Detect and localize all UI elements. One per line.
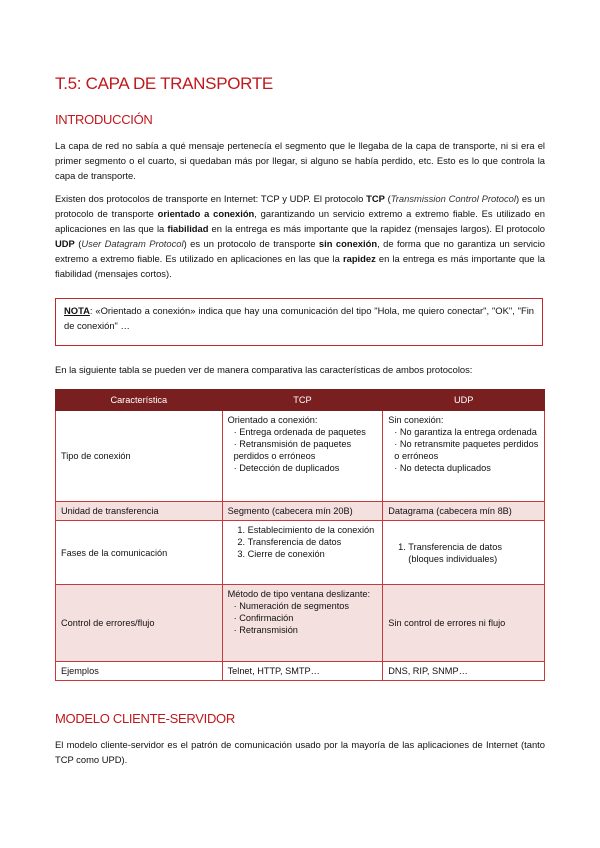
intro-heading: INTRODUCCIÓN: [55, 112, 153, 127]
page-title: T.5: CAPA DE TRANSPORTE: [55, 74, 273, 93]
client-server-heading: MODELO CLIENTE-SERVIDOR: [55, 711, 235, 726]
tcp-cell: 1. Establecimiento de la conexión 2. Transferencia de datos 3. Cierre de conexión: [222, 521, 383, 585]
comparison-table: [55, 389, 545, 681]
udp-cell: Datagrama (cabecera mín 8B): [383, 502, 545, 521]
table-row: [56, 521, 545, 585]
table-row: [56, 502, 545, 521]
row-label: Ejemplos: [56, 662, 223, 681]
row-label: Tipo de conexión: [56, 411, 223, 502]
header-udp: UDP: [383, 390, 545, 411]
client-server-paragraph: El modelo cliente-servidor es el patrón de comunicación usado por la mayoría de las aplicaciones de Internet (tanto TCP como UPD).: [55, 739, 545, 765]
udp-cell: Sin conexión: · No garantiza la entrega ordenada · No retransmite paquetes perdidos o erróneos · No detecta duplicados: [383, 411, 545, 502]
intro-paragraph-2: Existen dos protocolos de transporte en Internet: TCP y UDP. El protocolo TCP (Transmission Control Protocol) es un protocolo de transporte orientado a conexión, garantizando un servicio extremo a extremo fiable. Es utilizado en aplicaciones en las que la fiabilidad en la entrega es más importante que la rapidez (mensajes largos). El protocolo UDP (User Datagram Protocol) es un protocolo de transporte sin conexión, de forma que no garantiza un servicio extremo a extremo fiable. Es utilizado en aplicaciones en las que la rapidez en la entrega es más importante que la fiabilidad (mensajes cortos).: [55, 193, 545, 279]
note-box: [55, 298, 543, 346]
header-characteristic: Característica: [56, 390, 223, 411]
table-row: [56, 585, 545, 662]
note-label: NOTA: [64, 305, 90, 316]
intro-paragraph-1: La capa de red no sabía a qué mensaje pertenecía el segmento que le llegaba de la capa de transporte, ni si era el primer segmento o el cuarto, si quedaban más por llegar, si alguno se había perdido, etc. Esto es lo que controla la capa de transporte.: [55, 140, 545, 181]
udp-cell: DNS, RIP, SNMP…: [383, 662, 545, 681]
row-label: Fases de la comunicación: [56, 521, 223, 585]
table-header-row: [56, 390, 545, 411]
row-label: Unidad de transferencia: [56, 502, 223, 521]
udp-cell: 1. Transferencia de datos (bloques individuales): [383, 521, 545, 585]
tcp-cell: Orientado a conexión: · Entrega ordenada de paquetes · Retransmisión de paquetes perdidos o erróneos · Detección de duplicados: [222, 411, 383, 502]
note-text: : «Orientado a conexión» indica que hay una comunicación del tipo "Hola, me quiero conectar", "OK", "Fin de conexión" …: [64, 305, 534, 331]
tcp-cell: Método de tipo ventana deslizante: · Numeración de segmentos · Confirmación · Retransmisión: [222, 585, 383, 662]
table-intro: En la siguiente tabla se pueden ver de manera comparativa las características de ambos protocolos:: [55, 364, 473, 375]
udp-cell: Sin control de errores ni flujo: [383, 585, 545, 662]
header-tcp: TCP: [222, 390, 383, 411]
table-row: [56, 411, 545, 502]
tcp-cell: Telnet, HTTP, SMTP…: [222, 662, 383, 681]
tcp-cell: Segmento (cabecera mín 20B): [222, 502, 383, 521]
table-row: [56, 662, 545, 681]
row-label: Control de errores/flujo: [56, 585, 223, 662]
